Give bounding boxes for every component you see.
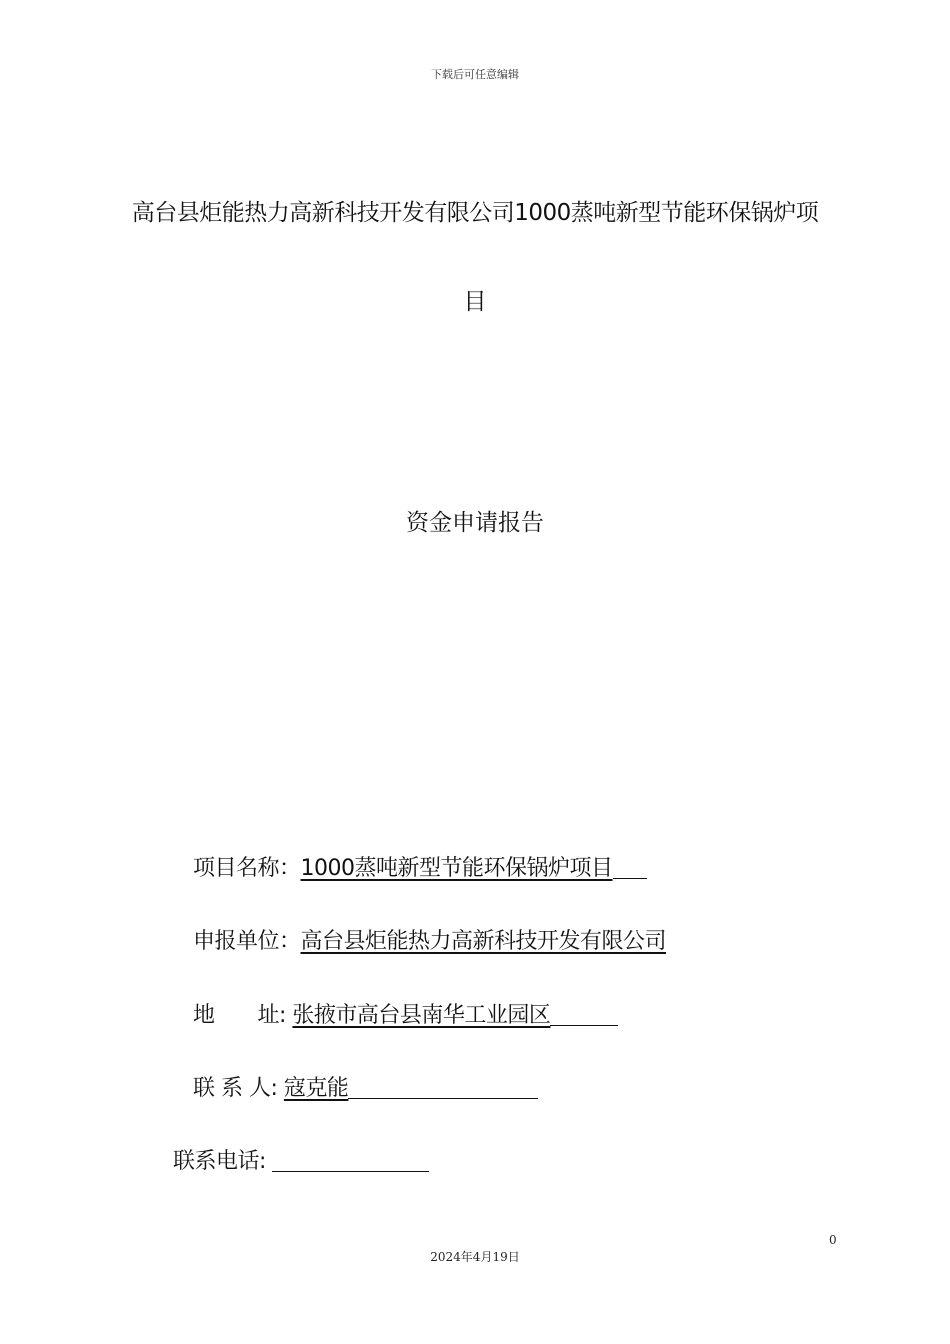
- phone-field: [173, 1144, 429, 1175]
- address-field: [193, 998, 618, 1029]
- phone-underline: [272, 1151, 429, 1172]
- address-label: 地 址:: [193, 1003, 286, 1028]
- applicant-label: 申报单位：: [193, 929, 301, 954]
- address-underline: [550, 1005, 618, 1026]
- header-note: 下载后可任意编辑: [431, 68, 519, 81]
- address-value: 张掖市高台县南华工业园区: [292, 1003, 551, 1028]
- phone-label: 联系电话:: [173, 1149, 266, 1174]
- document-title-line-1: 高台县炬能热力高新科技开发有限公司1000蒸吨新型节能环保锅炉项: [131, 200, 819, 226]
- contact-value: 寇克能: [283, 1076, 349, 1101]
- document-title-line-2: 目: [463, 289, 487, 315]
- contact-label: 联 系 人:: [193, 1076, 278, 1101]
- contact-field: [193, 1071, 538, 1102]
- applicant-field: [193, 924, 666, 955]
- applicant-value: 高台县炬能热力高新科技开发有限公司: [300, 929, 667, 954]
- project-name-field: [193, 851, 647, 882]
- project-name-underline: [613, 858, 647, 879]
- project-name-label: 项目名称：: [193, 856, 301, 881]
- project-name-value: 1000蒸吨新型节能环保锅炉项目: [300, 856, 613, 881]
- page-number: 0: [829, 1233, 837, 1247]
- contact-underline: [348, 1078, 538, 1099]
- footer-date: 2024年4月19日: [430, 1250, 520, 1264]
- report-title: 资金申请报告: [406, 510, 544, 536]
